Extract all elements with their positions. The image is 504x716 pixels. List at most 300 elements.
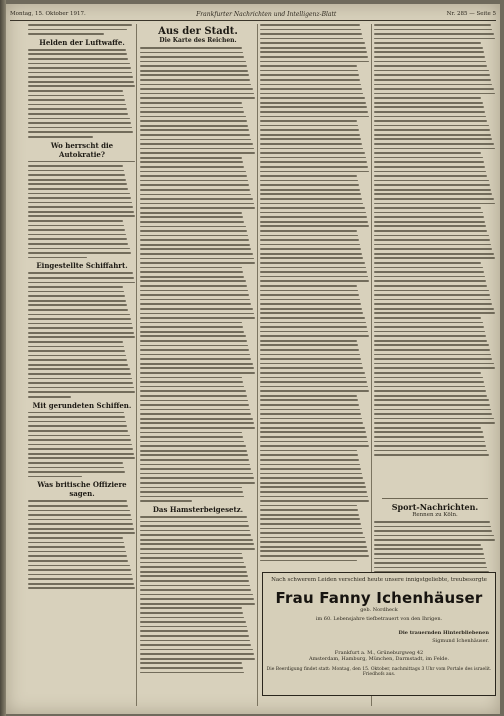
text-line [140, 539, 253, 541]
text-line [374, 358, 492, 360]
text-line [260, 203, 363, 205]
text-line [28, 131, 133, 133]
text-line [374, 312, 495, 314]
text-line [140, 521, 248, 523]
text-line [374, 216, 484, 218]
text-line [28, 336, 135, 338]
text-line [260, 207, 365, 209]
text-line [140, 598, 254, 600]
text-line [140, 626, 247, 628]
text-line [374, 340, 487, 342]
text-line [374, 567, 487, 569]
text-line [28, 277, 134, 279]
text-line [374, 372, 481, 374]
text-line [28, 238, 127, 240]
text-line [140, 303, 251, 305]
text-line [140, 276, 244, 278]
text-line [140, 667, 243, 669]
text-line [140, 543, 254, 545]
notice-intro: Nach schwerem Leiden verschied heute unsere innigstgeliebte, treubesorgte [271, 577, 487, 583]
text-line [374, 404, 490, 406]
text-line [140, 575, 248, 577]
text-line [260, 148, 363, 150]
text-line [28, 170, 124, 172]
text-line [140, 427, 255, 429]
text-line [28, 104, 126, 106]
text-line [140, 607, 242, 609]
text-line [28, 76, 133, 78]
text-line [140, 603, 255, 605]
text-line [260, 106, 367, 108]
text-line [140, 258, 254, 260]
text-line [260, 560, 357, 562]
text-line [374, 544, 481, 546]
text-line [374, 171, 486, 173]
text-line [140, 120, 247, 122]
notice-mourners-names: Sigmund Ichenhäuser. [432, 638, 489, 644]
text-line [28, 67, 131, 69]
text-line [260, 308, 362, 310]
text-line [374, 267, 483, 269]
text-line [140, 534, 251, 536]
notice-cities: Amsterdam, Hamburg, München, Darmstadt, im Felde. [308, 656, 450, 662]
text-line [260, 280, 369, 282]
text-line [374, 290, 489, 292]
text-line [374, 24, 491, 26]
text-line [260, 505, 357, 507]
text-line [260, 290, 358, 292]
text-line [140, 589, 251, 591]
text-line [260, 344, 358, 346]
text-line [140, 84, 251, 86]
notice-born: geb. Nordheck [360, 607, 398, 613]
text-line [140, 280, 246, 282]
text-line [28, 350, 125, 352]
text-line [374, 257, 495, 259]
text-line [140, 621, 246, 623]
header-masthead: Frankfurter Nachrichten und Intelligenz-Blatt [196, 10, 337, 18]
text-line [28, 457, 135, 459]
text-line [28, 471, 125, 473]
text-line [140, 271, 243, 273]
text-line [140, 207, 255, 209]
text-line [260, 97, 365, 99]
text-line [140, 65, 247, 67]
text-line [28, 551, 126, 553]
text-line [140, 285, 247, 287]
text-line [28, 462, 123, 464]
text-line [374, 184, 490, 186]
text-line [260, 358, 361, 360]
text-line [374, 354, 491, 356]
text-line [140, 253, 253, 255]
text-line [260, 175, 357, 177]
text-line [140, 102, 242, 104]
column-2 [140, 24, 256, 706]
text-line [374, 61, 486, 63]
text-line [374, 331, 485, 333]
text-line [28, 500, 127, 502]
text-line [140, 335, 246, 337]
text-line [28, 243, 128, 245]
text-line [140, 491, 243, 493]
text-line [260, 317, 365, 319]
text-line [140, 612, 243, 614]
text-line [260, 354, 360, 356]
text-line [140, 56, 244, 58]
text-line [140, 482, 255, 484]
text-line [374, 221, 485, 223]
text-line [140, 166, 244, 168]
text-line [28, 300, 126, 302]
text-line [140, 226, 246, 228]
text-line [140, 450, 247, 452]
text-line [28, 122, 131, 124]
text-line [140, 386, 244, 388]
notice-funeral: Die Beerdigung findet statt: Montag, den 15. Oktober, nachmittags 3 Uhr vom Portale des israelit. Friedhofs aus. [266, 667, 492, 677]
text-line [260, 166, 368, 168]
text-line [28, 179, 126, 181]
text-line [260, 550, 368, 552]
text-line [140, 152, 255, 154]
text-line [140, 432, 242, 434]
text-line [260, 509, 358, 511]
text-line [28, 211, 134, 213]
text-line [374, 262, 481, 264]
text-line [28, 161, 135, 163]
text-line [260, 464, 360, 466]
notice-age-line: im 60. Lebensjahre tiefbetrauert von den Ihrigen. [315, 616, 443, 622]
text-line [28, 346, 124, 348]
text-line [260, 171, 369, 173]
text-line [374, 198, 494, 200]
text-line [28, 523, 133, 525]
text-line [28, 318, 131, 320]
text-line [374, 189, 491, 191]
text-line [260, 518, 360, 520]
text-line [140, 244, 250, 246]
text-line [260, 116, 369, 118]
text-line [374, 294, 490, 296]
text-line [140, 139, 251, 141]
text-line [374, 381, 484, 383]
text-line [28, 282, 135, 284]
text-line [28, 215, 135, 217]
text-line [140, 189, 250, 191]
text-line [260, 363, 362, 365]
text-line [140, 548, 255, 550]
text-line [374, 271, 484, 273]
text-line [28, 85, 135, 87]
text-line [140, 400, 248, 402]
text-line [140, 630, 248, 632]
text-line [260, 221, 368, 223]
text-line [28, 95, 124, 97]
text-line [374, 88, 494, 90]
text-line [260, 555, 369, 557]
text-line [140, 180, 248, 182]
text-line [28, 206, 133, 208]
text-line [140, 557, 243, 559]
text-line [28, 188, 128, 190]
text-line [374, 427, 481, 429]
text-line [374, 539, 495, 541]
text-line [28, 225, 124, 227]
text-line [260, 230, 357, 232]
text-line [374, 74, 490, 76]
text-line [140, 345, 248, 347]
text-line [28, 528, 134, 530]
newspaper-page [6, 4, 500, 714]
text-line [260, 413, 361, 415]
text-line [140, 617, 244, 619]
text-line [374, 235, 489, 237]
text-line [140, 553, 242, 555]
text-line [260, 340, 357, 342]
text-line [140, 441, 244, 443]
text-line [260, 496, 368, 498]
text-line [260, 24, 360, 26]
text-line [140, 125, 248, 127]
text-line [140, 161, 243, 163]
text-line [28, 220, 123, 222]
text-line [374, 97, 481, 99]
text-line [28, 314, 130, 316]
text-line [260, 51, 367, 53]
notice-address: Frankfurt a. M., Grüneburgweg 42 [334, 650, 424, 656]
text-line [260, 239, 359, 241]
notice-name: Frau Fanny Ichenhäuser [275, 589, 483, 607]
text-line [374, 248, 492, 250]
text-line [260, 47, 366, 49]
text-line [374, 322, 483, 324]
text-line [28, 560, 128, 562]
text-line [28, 332, 134, 334]
text-line [374, 143, 494, 145]
text-line [260, 193, 361, 195]
text-line [140, 477, 254, 479]
text-line [260, 56, 368, 58]
text-line [374, 212, 483, 214]
text-line [28, 532, 135, 534]
page-header [10, 8, 496, 21]
headline: Helden der Luftwaffe. [39, 37, 125, 47]
text-line [260, 253, 362, 255]
text-line [28, 565, 130, 567]
text-line [140, 487, 242, 489]
text-line [374, 317, 481, 319]
text-line [260, 486, 366, 488]
text-line [260, 102, 366, 104]
text-line [374, 38, 495, 40]
text-line [260, 262, 365, 264]
column-1 [28, 24, 136, 706]
text-line [140, 635, 249, 637]
text-line [374, 450, 487, 452]
text-line [260, 441, 368, 443]
text-line [28, 453, 134, 455]
text-line [374, 349, 490, 351]
text-line [374, 390, 486, 392]
text-line [260, 468, 361, 470]
text-line [260, 482, 365, 484]
text-line [374, 530, 492, 532]
text-line [28, 33, 104, 35]
text-line [260, 111, 368, 113]
text-line [260, 152, 365, 154]
text-line [374, 303, 492, 305]
text-line [374, 193, 492, 195]
text-line [374, 395, 487, 397]
text-line [260, 404, 359, 406]
text-line [28, 81, 134, 83]
text-line [28, 587, 135, 589]
text-line [260, 312, 363, 314]
text-line [140, 239, 249, 241]
text-line [140, 377, 242, 379]
text-line [140, 171, 246, 173]
text-line [140, 468, 251, 470]
text-line [260, 74, 359, 76]
text-line [140, 381, 243, 383]
text-line [140, 500, 192, 502]
text-line [140, 349, 249, 351]
text-line [260, 459, 359, 461]
text-line [374, 454, 489, 456]
text-line [28, 197, 131, 199]
text-line [140, 134, 250, 136]
text-line [28, 542, 124, 544]
text-line [28, 514, 131, 516]
text-line [260, 184, 359, 186]
text-line [140, 372, 255, 374]
text-line [374, 175, 487, 177]
text-line [374, 29, 492, 31]
text-line [140, 212, 242, 214]
notice-mourners-row [263, 630, 495, 636]
text-line [260, 473, 362, 475]
headline: Mit gerundeten Schiffen. [32, 400, 132, 410]
text-line [140, 88, 253, 90]
text-line [140, 326, 243, 328]
text-line [374, 47, 483, 49]
text-line [140, 363, 253, 365]
text-line [140, 358, 251, 360]
text-line [140, 653, 254, 655]
text-line [140, 409, 250, 411]
text-line [28, 229, 125, 231]
text-line [260, 491, 367, 493]
text-line [374, 134, 491, 136]
text-line [260, 500, 369, 502]
column-3 [260, 24, 370, 562]
text-line [28, 248, 130, 250]
text-line [260, 84, 361, 86]
text-line [140, 61, 246, 63]
text-line [28, 193, 130, 195]
text-line [260, 322, 366, 324]
text-line [140, 52, 243, 54]
text-line [28, 252, 131, 254]
text-line [260, 326, 367, 328]
text-line [140, 235, 248, 237]
text-line [260, 93, 363, 95]
text-line [140, 473, 253, 475]
text-line [374, 535, 494, 537]
text-line [374, 431, 483, 433]
text-line [28, 412, 124, 414]
text-line [28, 202, 132, 204]
text-line [140, 580, 249, 582]
text-line [140, 148, 254, 150]
text-line [374, 230, 487, 232]
text-line [140, 658, 255, 660]
text-line [260, 422, 363, 424]
headline: Was britische Offiziere sagen. [37, 480, 127, 499]
text-line [28, 309, 128, 311]
notice-mourners-names-row [263, 638, 495, 644]
text-line [140, 129, 249, 131]
text-line [260, 38, 363, 40]
text-line [140, 422, 254, 424]
text-line [374, 116, 486, 118]
text-line [28, 53, 127, 55]
text-line [260, 454, 358, 456]
text-line [140, 290, 248, 292]
article-text [28, 412, 136, 478]
text-line [374, 308, 494, 310]
text-line [28, 537, 123, 539]
text-line [374, 33, 494, 35]
text-line [28, 355, 126, 357]
text-line [140, 404, 249, 406]
text-line [140, 340, 247, 342]
text-line [28, 574, 132, 576]
text-line [260, 225, 369, 227]
headline: Das Hamsterbeigesetz. [152, 504, 244, 514]
text-line [28, 127, 132, 129]
text-line [140, 585, 250, 587]
text-line [28, 183, 127, 185]
text-line [374, 93, 495, 95]
text-line [374, 138, 492, 140]
text-line [374, 422, 495, 424]
article-text [28, 500, 136, 589]
text-line [260, 514, 359, 516]
text-line [28, 323, 132, 325]
text-line [374, 102, 483, 104]
text-line [374, 51, 484, 53]
section-title: Aus der Stadt. [158, 26, 238, 37]
text-line [374, 285, 487, 287]
text-line [374, 65, 487, 67]
text-line [28, 327, 133, 329]
text-line [260, 212, 366, 214]
text-line [260, 88, 362, 90]
text-line [260, 436, 367, 438]
text-line [260, 33, 362, 35]
text-line [374, 56, 485, 58]
text-line [140, 644, 251, 646]
text-line [260, 79, 360, 81]
text-line [140, 562, 244, 564]
column-rule [136, 24, 137, 706]
text-line [140, 454, 248, 456]
text-line [260, 61, 369, 63]
sports-title: Sport-Nachrichten. [391, 502, 479, 512]
text-line [260, 248, 361, 250]
text-line [28, 425, 127, 427]
